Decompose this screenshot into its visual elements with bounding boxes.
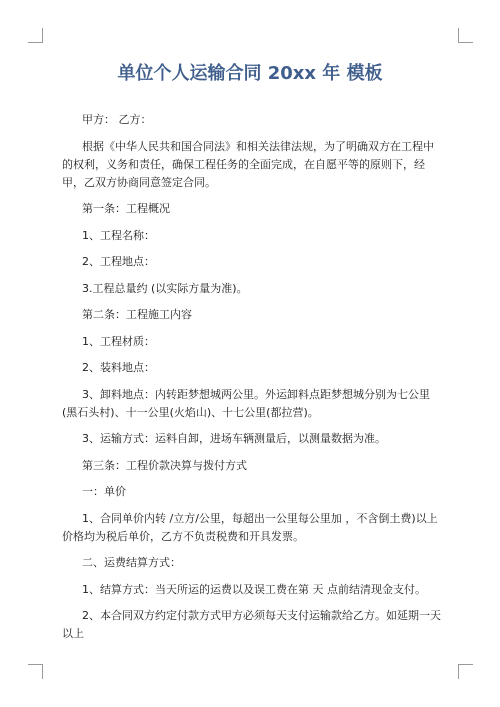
crop-mark-bottom-left [28, 664, 43, 679]
settlement-heading: 二、运费结算方式： [82, 556, 181, 569]
document-body [62, 111, 442, 652]
crop-mark-bottom-right [458, 664, 473, 679]
payment-method-line: 2、本合同双方约定付款方式甲方必须每天支付运输款给乙方。如延期一天以上 [62, 609, 441, 640]
crop-mark-top-right [458, 28, 473, 43]
crop-mark-top-left [28, 28, 43, 43]
transport-method-line: 3、运输方式：运料自卸，进场车辆测量后，以测量数据为准。 [82, 432, 386, 445]
unit-price-paragraph: 1、合同单价内转 /立方/公里，每超出一公里每公里加 ，不含倒土费)以上价格均为税后单价，乙方不负责税费和开具发票。 [62, 511, 438, 543]
project-location-line: 2、工程地点： [82, 255, 155, 268]
article-3-heading: 第三条：工程价款决算与拨付方式 [82, 458, 247, 472]
unloading-location-paragraph: 3、卸料地点：内转距梦想城两公里。外运卸料点距梦想城分别为七公里(黑石头村)、十一公里(火焰山)、十七公里(都拉营)。 [62, 387, 430, 419]
project-name-line: 1、工程名称： [82, 228, 155, 242]
material-line: 1、工程材质： [82, 334, 155, 348]
unit-price-heading: 一：单价 [82, 485, 126, 498]
preamble-paragraph: 根据《中华人民共和国合同法》和相关法律法规，为了明确双方在工程中的权利，义务和责任，确保工程任务的全面完成，在自愿平等的原则下，经甲，乙双方协商同意签定合同。 [62, 139, 434, 189]
parties-line: 甲方： 乙方： [82, 113, 152, 126]
loading-location-line: 2、装料地点： [82, 361, 155, 374]
settlement-method-line: 1、结算方式：当天所运的运费以及误工费在第 天 点前结清现金支付。 [82, 582, 426, 596]
project-volume-line: 3.工程总量约 (以实际方量为准)。 [82, 281, 248, 295]
document-title: 单位个人运输合同 20xx 年 模板 [117, 63, 383, 84]
article-1-heading: 第一条：工程概况 [82, 202, 170, 215]
article-2-heading: 第二条：工程施工内容 [82, 308, 192, 321]
